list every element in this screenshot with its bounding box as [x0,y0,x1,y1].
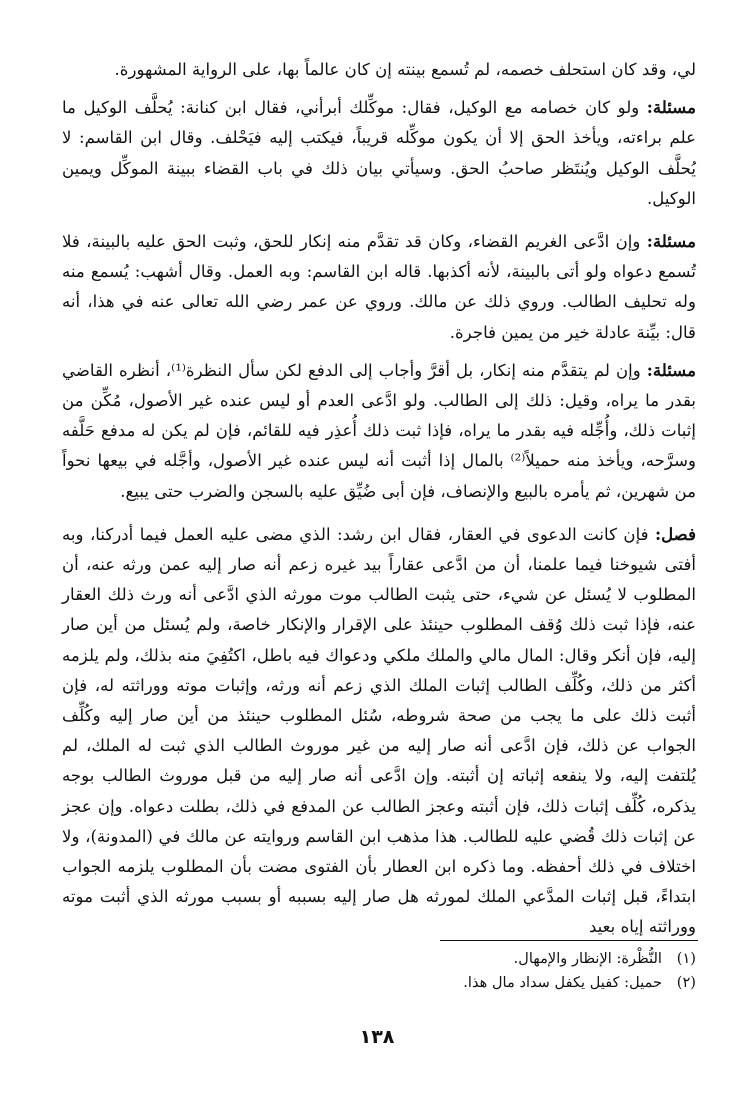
paragraph-masala-delay [62,355,696,507]
footnote-1 [62,947,696,971]
paragraph-masala-agent [62,92,696,214]
footnote-divider [440,940,698,941]
paragraph-text: فإن كانت الدعوى في العقار، فقال ابن رشد: الذي مضى عليه العمل فيما أدركنا، وبه أفتى شيوخنا فيما علمنا، أن من ادَّعى عقاراً بيد غيره زعم أنه صار إليه عمن ورثه عنه، أن المطلوب لا يُسئل عن شيء، حتى يثبت الطالب موت مورثه الذي ادَّعى أنه ورث ذلك العقار عنه، فإذا ثبت ذلك وُقف المطلوب حينئذ على الإقرار والإنكار خاصة، ولم يُسئل من أين صار إليه، فإن أنكر وقال: المال مالي والملك ملكي ودعواك فيه باطل، اكتُفِيَ منه بذلك، ولم يلزمه أكثر من ذلك، وكُلِّف الطالب إثبات الملك الذي زعم أنه ورثه، وإثبات موته ووراثته له، فإن أثبت ذلك على ما يجب من صحة شروطه، سُئل المطلوب حينئذ من أين صار إليه وكُلِّف الجواب عن ذلك، فإن ادَّعى أنه صار إليه من غير موروث الطالب الذي ثبت له الملك، لم يُلتفت إليه، ولا ينفعه إثباته إن أثبته. وإن ادَّعى أنه صار إليه من قبل موروث الطالب بوجه يذكره، كُلِّف إثبات ذلك، فإن أثبته وعجز الطالب عن المدفع في ذلك، بطلت دعواه. وإن عجز عن إثبات ذلك قُضي عليه للطالب. هذا مذهب ابن القاسم وروايته عن مالك في (المدونة)، ولا اختلاف في ذلك أحفظه. وما ذكره ابن العطار بأن الفتوى مضت بأن المطلوب يلزمه الجواب ابتداءً، قبل إثبات المدَّعي الملك لمورثه هل صار إليه بسببه أو بسبب مورثه الذي أثبت موته ووراثته إياه بعيد [62,524,696,937]
footnote-text: النُّظْرة: الإنظار والإمهال. [513,950,662,967]
main-text [62,54,696,950]
paragraph-text: وإن لم يتقدَّم منه إنكار، بل أقرَّ وأجاب إلى الدفع لكن سأل النظرة⁽¹⁾، أنظره القاضي بقدر ما يراه، وقيل: ذلك إلى الطالب. ولو ادَّعى العدم أو ليس عنده غير الأصول، مُكِّن من إثبات ذلك، وأُجِّله فيه بقدر ما يراه، فإذا ثبت ذلك أُعذِر فيه للقائم، فإن لم يكن له مدفع حَلَّفه وسرَّحه، ويأخذ منه حميلاً⁽²⁾ بالمال إذا أثبت أنه ليس عنده غير الأصول، وأجَّله في بيعها نحواً من شهرين، ثم يأمره بالبيع والإنصاف، فإن أبى ضُيِّق عليه بالسجن والضرب حتى يبيع. [62,360,696,501]
paragraph-continuation [62,54,696,85]
paragraph-lead: فصل: [654,523,696,544]
page-number: ١٣٨ [359,1026,395,1048]
paragraph-lead: مسئلة: [646,97,696,118]
footnotes [62,947,696,995]
paragraph-masala-claim [62,226,696,348]
paragraph-lead: مسئلة: [646,359,696,380]
footnote-number: (٢) [676,974,696,991]
paragraph-text: وإن ادَّعى الغريم القضاء، وكان قد تقدَّم منه إنكار للحق، وثبت الحق عليه بالبينة، فلا تُسمع دعواه ولو أتى بالبينة، لأنه أكذبها. قاله ابن القاسم: وبه العمل. وقال أشهب: يُسمع منه وله تحليف الطالب. وروي ذلك عن مالك. وروي عن عمر رضي الله تعالى عنه في هذا، أنه قال: بيِّنة عادلة خير من يمين فاجرة. [62,232,696,342]
footnote-2 [62,971,696,995]
paragraph-text: ولو كان خصامه مع الوكيل، فقال: موكِّلك أبرأني، فقال ابن كنانة: يُحلَّف الوكيل ما علم براءته، ويأخذ الحق إلا أن يكون موكِّله قريباً، فيكتب إليه فيَحْلف. وقال ابن القاسم: لا يُحلَّف الوكيل ويُنتَظر صاحبُ الحق. وسيأتي بيان ذلك في باب القضاء ببينة الموكِّل ويمين الوكيل. [62,98,696,208]
paragraph-text: لي، وقد كان استحلف خصمه، لم تُسمع بينته إن كان عالماً بها، على الرواية المشهورة. [114,60,696,79]
footnote-number: (١) [676,950,696,967]
paragraph-fasl-property [62,519,696,943]
paragraph-lead: مسئلة: [646,231,696,252]
footnote-text: حميل: كفيل يكفل سداد مال هذا. [463,974,662,991]
